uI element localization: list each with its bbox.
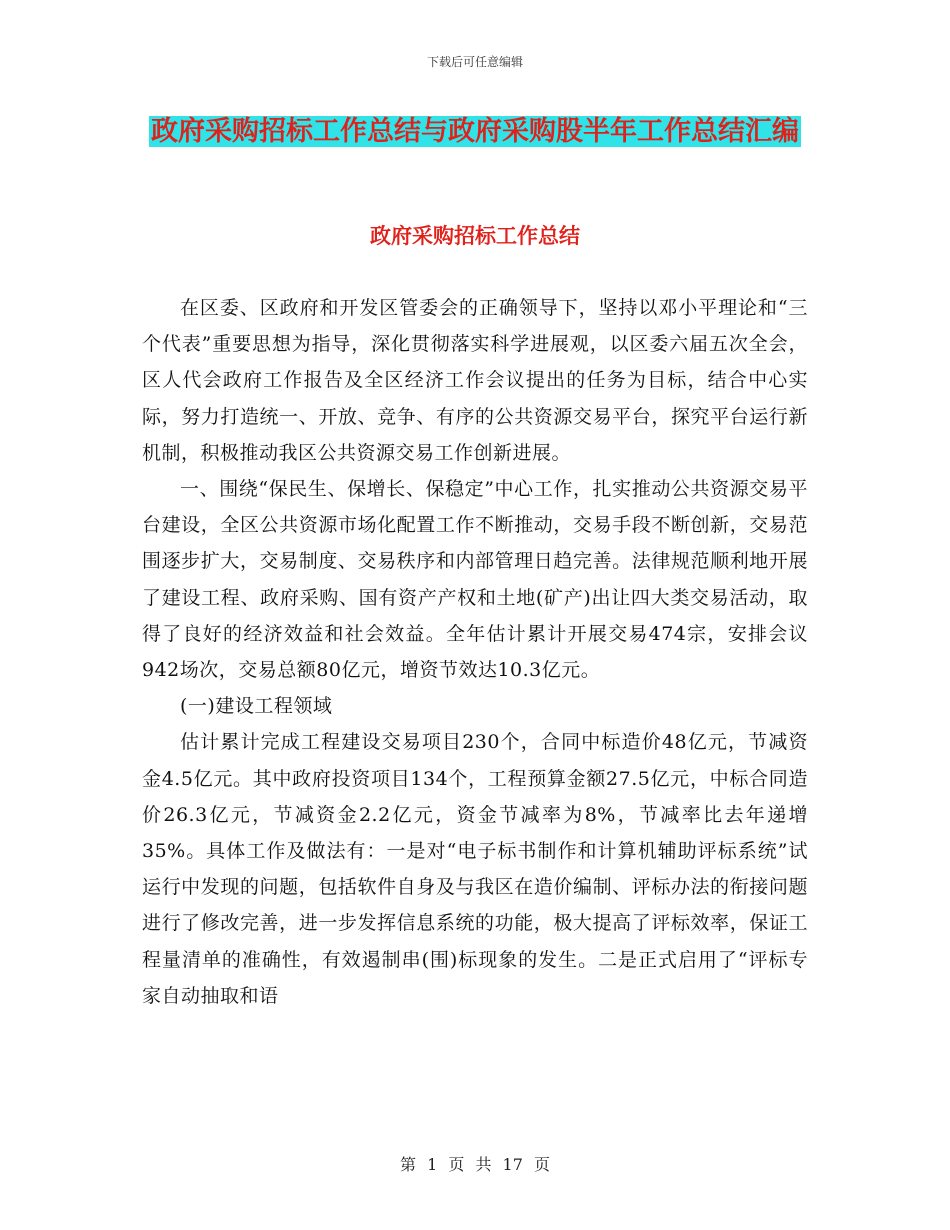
paragraph: 在区委、区政府和开发区管委会的正确领导下，坚持以邓小平理论和“三个代表”重要思想为指导，深化贯彻落实科学进展观，以区委六届五次全会，区人代会政府工作报告及全区经济工作会议提出的任务为目标，结合中心实际，努力打造统一、开放、竞争、有序的公共资源交易平台，探究平台运行新机制，积极推动我区公共资源交易工作创新进展。	[142, 297, 808, 464]
document-body	[142, 290, 808, 1014]
paragraph: 估计累计完成工程建设交易项目230个，合同中标造价48亿元，节减资金4.5亿元。其中政府投资项目134个，工程预算金额27.5亿元，中标合同造价26.3亿元，节减资金2.2亿元，资金节减率为8%，节减率比去年递增35%。具体工作及做法有：一是对“电子标书制作和计算机辅助评标系统”试运行中发现的问题，包括软件自身及与我区在造价编制、评标办法的衔接问题进行了修改完善，进一步发挥信息系统的功能，极大提高了评标效率，保证工程量清单的准确性，有效遏制串(围)标现象的发生。二是正式启用了“评标专家自动抽取和语	[142, 731, 808, 1007]
paragraph: 一、围绕“保民生、保增长、保稳定”中心工作，扎实推动公共资源交易平台建设，全区公共资源市场化配置工作不断推动，交易手段不断创新，交易范围逐步扩大，交易制度、交易秩序和内部管理日趋完善。法律规范顺利地开展了建设工程、政府采购、国有资产产权和土地(矿产)出让四大类交易活动，取得了良好的经济效益和社会效益。全年估计累计开展交易474宗，安排会议942场次，交易总额80亿元，增资节效达10.3亿元。	[142, 478, 808, 682]
subheading: (一)建设工程领域	[180, 695, 333, 718]
section-title: 政府采购招标工作总结	[370, 224, 580, 248]
header-note: 下载后可任意编辑	[426, 55, 523, 69]
document-title	[142, 110, 808, 154]
document-title-text: 政府采购招标工作总结与政府采购股半年工作总结汇编	[151, 116, 799, 147]
page-footer: 第 1 页 共 17 页	[400, 1155, 550, 1174]
